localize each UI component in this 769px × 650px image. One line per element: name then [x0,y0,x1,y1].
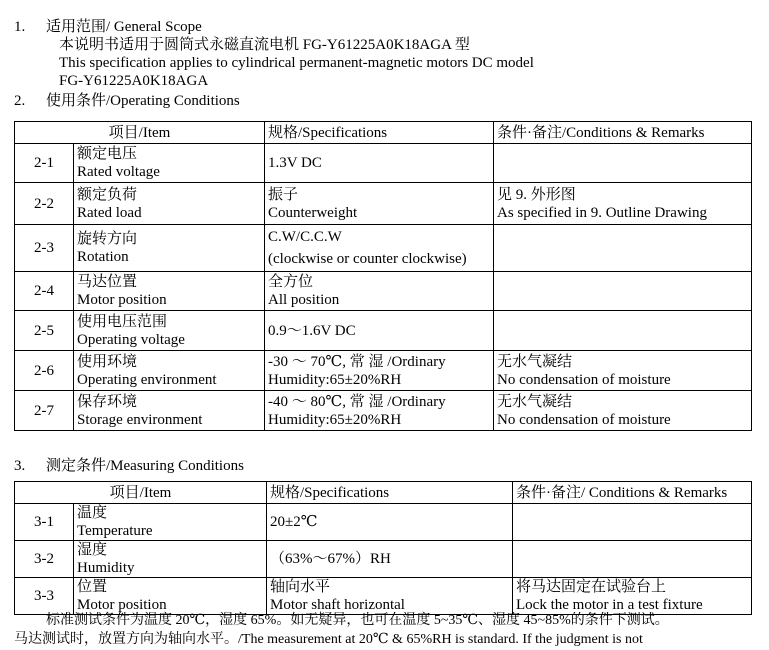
item-en: Operating voltage [77,331,185,348]
item-cn: 温度 [77,505,108,521]
table-row [15,225,752,272]
table-row [15,272,752,311]
row-remarks [513,504,752,541]
row-number: 3-3 [15,578,74,615]
spec-line1: C.W/C.C.W [268,229,342,245]
row-item [74,144,265,183]
spec-line2: All position [268,292,340,308]
spec-line2: Counterweight [268,204,358,221]
item-cn: 旋转方向 [77,231,138,247]
item-en: Motor position [77,597,167,613]
row-spec [265,225,494,272]
remark-line1: 将马达固定在试验台上 [516,579,667,595]
item-en: Rotation [77,249,129,265]
item-cn: 使用环境 [77,353,138,370]
section2-number: 2. [14,93,26,109]
remark-line2: As specified in 9. Outline Drawing [497,204,707,221]
section1-line2: This specification applies to cylindrical permanent-magnetic motors DC model [59,55,534,71]
table-row [15,183,752,225]
row-spec [265,144,494,183]
spec-line1: 振子 [268,186,299,203]
table-header-row [15,122,752,144]
row-spec [265,311,494,351]
spec-line2: Humidity:65±20%RH [268,411,402,428]
spec-line1: 20±2℃ [270,514,318,530]
row-item [74,272,265,311]
row-number: 2-4 [15,272,74,311]
spec-line2: (clockwise or counter clockwise) [268,251,467,267]
row-remarks [494,225,752,272]
item-cn: 马达位置 [77,274,138,290]
spec-line1: （63%～67%）RH [270,551,391,567]
row-remarks [494,351,752,391]
item-en: Motor position [77,292,167,308]
section3-heading: 测定条件/Measuring Conditions [46,458,244,474]
header-remarks: 条件·备注/ Conditions & Remarks [513,482,752,504]
row-remarks [494,183,752,225]
spec-line1: 轴向水平 [270,579,331,595]
row-item [74,225,265,272]
item-cn: 额定电压 [77,146,138,162]
row-remarks [494,144,752,183]
table-header-row [15,482,752,504]
row-spec [265,183,494,225]
table-row [15,578,752,615]
row-item [74,578,267,615]
item-en: Temperature [77,523,153,539]
row-number: 2-1 [15,144,74,183]
row-remarks [494,272,752,311]
header-remarks: 条件·备注/Conditions & Remarks [494,122,752,144]
table-row [15,541,752,578]
table-row [15,351,752,391]
row-number: 2-5 [15,311,74,351]
header-item: 项目/Item [15,122,265,144]
remark-line2: No condensation of moisture [497,371,671,388]
row-spec [267,578,513,615]
measuring-conditions-table [14,481,752,615]
row-number: 2-7 [15,391,74,431]
row-remarks [513,541,752,578]
section1-line3: FG-Y61225A0K18AGA [59,73,209,89]
section3-number: 3. [14,458,26,474]
remark-line1: 无水气凝结 [497,353,573,370]
header-item: 项目/Item [15,482,267,504]
remark-line1: 见 9. 外形图 [497,186,576,203]
row-number: 2-6 [15,351,74,391]
remark-line2: Lock the motor in a test fixture [516,597,703,613]
item-en: Humidity [77,560,135,576]
spec-line1: 0.9～1.6V DC [268,322,356,339]
header-specifications: 规格/Specifications [267,482,513,504]
row-number: 3-1 [15,504,74,541]
spec-line2: Motor shaft horizontal [270,597,405,613]
spec-line1: 全方位 [268,274,314,290]
section1-number: 1. [14,19,26,35]
item-cn: 额定负荷 [77,186,138,203]
item-en: Rated voltage [77,164,160,180]
operating-conditions-table [14,121,752,431]
item-en: Rated load [77,204,142,221]
spec-line1: -40 ～ 80℃, 常 湿 /Ordinary [268,393,446,410]
row-item [74,183,265,225]
row-number: 2-2 [15,183,74,225]
header-specifications: 规格/Specifications [265,122,494,144]
section2-heading: 使用条件/Operating Conditions [46,93,240,109]
table-row [15,391,752,431]
item-cn: 保存环境 [77,393,138,410]
spec-line1: 1.3V DC [268,155,322,171]
item-cn: 位置 [77,579,108,595]
row-remarks [513,578,752,615]
row-spec [265,351,494,391]
remark-line1: 无水气凝结 [497,393,573,410]
row-number: 2-3 [15,225,74,272]
row-remarks [494,311,752,351]
table-row [15,311,752,351]
row-spec [267,541,513,578]
row-item [74,541,267,578]
measuring-note-line1: 标准测试条件为温度 20℃，湿度 65%。如无疑异，也可在温度 5~35℃、湿度 45~85%的条件下测试。 [46,613,669,628]
remark-line2: No condensation of moisture [497,411,671,428]
item-cn: 使用电压范围 [77,313,168,330]
measuring-note-line2: 马达测试时，放置方向为轴向水平。/The measurement at 20℃ & 65%RH is standard. If the judgment is not [14,632,643,647]
spec-line2: Humidity:65±20%RH [268,371,402,388]
row-item [74,391,265,431]
spec-line1: -30 ～ 70℃, 常 湿 /Ordinary [268,353,446,370]
row-item [74,351,265,391]
table-row [15,504,752,541]
item-en: Operating environment [77,371,217,388]
item-cn: 湿度 [77,542,108,558]
table-row [15,144,752,183]
row-item [74,311,265,351]
row-number: 3-2 [15,541,74,578]
row-remarks [494,391,752,431]
row-spec [265,391,494,431]
row-spec [265,272,494,311]
section1-line1: 本说明书适用于圆筒式永磁直流电机 FG-Y61225A0K18AGA 型 [59,37,470,53]
row-spec [267,504,513,541]
item-en: Storage environment [77,411,203,428]
row-item [74,504,267,541]
section1-heading: 适用范围/ General Scope [46,19,202,35]
